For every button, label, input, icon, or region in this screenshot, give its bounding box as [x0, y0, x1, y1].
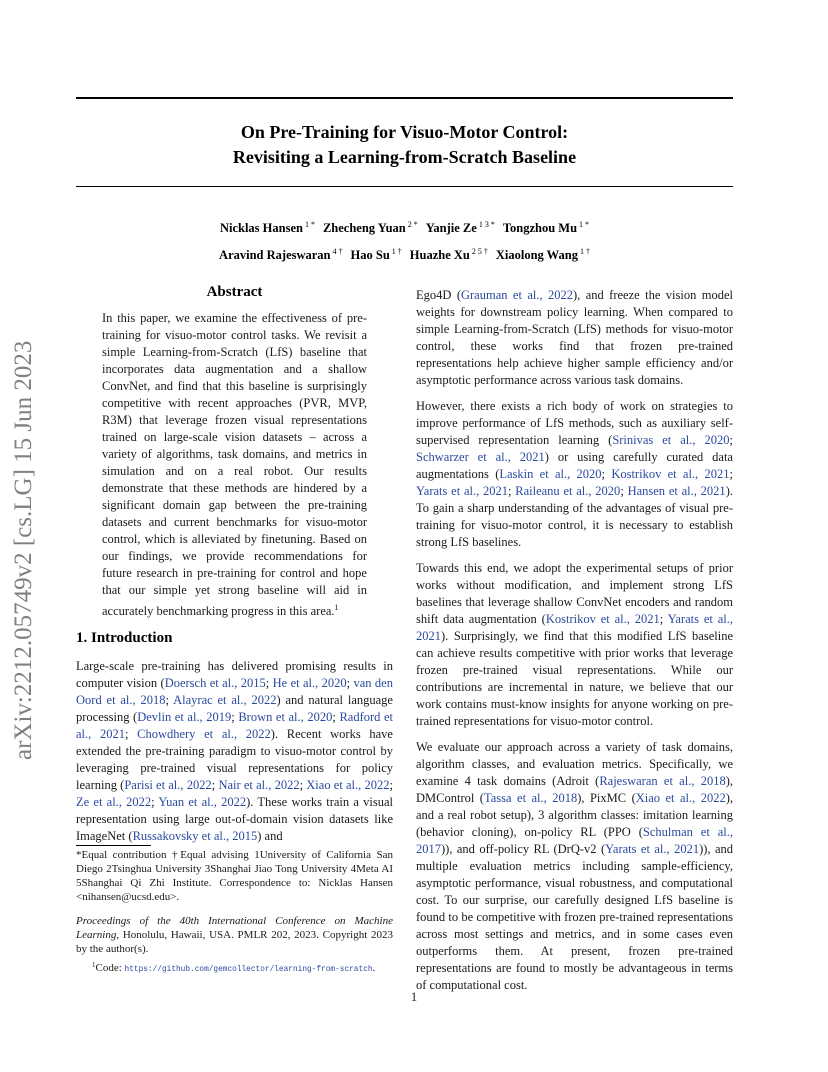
author-name: [410, 248, 488, 262]
author-affiliation-marks: 1 *: [304, 220, 315, 229]
code-footnote-mark: 1: [92, 961, 96, 969]
citation-link[interactable]: Nair et al., 2022: [218, 778, 300, 792]
author-name: [323, 221, 418, 235]
author-name: [220, 221, 315, 235]
author-name-text: Zhecheng Yuan: [322, 221, 406, 235]
citation-link[interactable]: Kostrikov et al., 2021: [545, 612, 660, 626]
author-affiliation-marks: 1 3 *: [478, 220, 495, 229]
paragraph-text: ;: [124, 727, 138, 741]
paragraph-text: ) and: [257, 829, 283, 843]
intro-column-left: [76, 658, 393, 854]
paragraph-text: ) or using carefully curated data augmentations (: [416, 450, 733, 481]
paragraph-text: ;: [231, 710, 239, 724]
paragraph-text: ;: [601, 467, 612, 481]
paragraph-text: ) and natural language processing (: [76, 693, 393, 724]
paragraph-text: ;: [620, 484, 628, 498]
citation-link[interactable]: Xiao et al., 2022: [635, 791, 726, 805]
paragraph-text: ;: [265, 676, 273, 690]
citation-link[interactable]: Rajeswaran et al., 2018: [599, 774, 726, 788]
code-end: .: [372, 962, 376, 974]
citation-link[interactable]: Alayrac et al., 2022: [173, 693, 277, 707]
author-name-text: Tongzhou Mu: [502, 221, 578, 235]
citation-link[interactable]: Schwarzer et al., 2021: [416, 450, 545, 464]
author-row-1: [76, 213, 733, 240]
paragraph-text: ;: [659, 612, 668, 626]
citation-link[interactable]: Yarats et al., 2021: [416, 484, 508, 498]
arxiv-stamp: arXiv:2212.05749v2 [cs.LG] 15 Jun 2023: [10, 340, 37, 760]
citation-link[interactable]: Laskin et al., 2020: [499, 467, 602, 481]
citation-link[interactable]: Xiao et al., 2022: [306, 778, 390, 792]
paragraph-text: ;: [389, 778, 393, 792]
paragraph-text: ). Surprisingly, we find that this modified LfS baseline can achieve results competitive with prior works that leverage frozen pre-trained visual representations. While our contributions are incremental in nature, we believe that our work contains must-know insights for anyone working on pre-trained representations for visuo-motor control.: [416, 629, 733, 728]
paragraph-text: ;: [332, 710, 340, 724]
author-name: [503, 221, 589, 235]
citation-link[interactable]: Doersch et al., 2015: [164, 676, 266, 690]
author-name: [219, 248, 342, 262]
title-line-2: Revisiting a Learning-from-Scratch Baseline: [232, 147, 577, 167]
paragraph-text: ;: [211, 778, 219, 792]
citation-link[interactable]: Grauman et al., 2022: [460, 288, 574, 302]
citation-link[interactable]: Yuan et al., 2022: [158, 795, 247, 809]
abstract-text: In this paper, we examine the effectiveness of pre-training for visuo-motor control tasks. We revisit a simple Learning-from-Scratch (LfS) baseline that incorporates data augmentation and a shallow ConvNet, and find that this baseline is surprisingly competitive with recent approaches (PVR, MVP, R3M) that leverage frozen visual representations trained on large-scale vision datasets – across a variety of algorithms, task domains, and metrics in simulation and on a real robot. Our results demonstrate that these methods are hindered by a significant domain gap between the pre-training datasets and current benchmarks for visuo-motor control, which is alleviated by finetuning. Based on our findings, we provide recommendations for future research in pre-training for control and hope that our simple yet strong baseline will aid in accurately benchmarking progress in this area.: [102, 311, 367, 618]
proceedings-italic: Proceedings of the 40th International Conference on Machine Learning: [76, 915, 393, 941]
author-affiliation-marks: 2 5 †: [471, 247, 488, 256]
intro-column-right: [416, 287, 733, 1003]
citation-link[interactable]: Tassa et al., 2018: [483, 791, 578, 805]
author-row-2: [76, 240, 733, 267]
author-name: [496, 248, 590, 262]
author-name-text: Yanjie Ze: [425, 221, 477, 235]
title-top-rule: [76, 97, 733, 99]
citation-link[interactable]: Parisi et al., 2022: [124, 778, 212, 792]
intro-paragraph-right-1: [416, 287, 733, 389]
citation-link[interactable]: van den Oord et al., 2018: [76, 676, 393, 707]
paragraph-text: Ego4D (: [416, 288, 461, 302]
citation-link[interactable]: Yarats et al., 2021: [605, 842, 700, 856]
author-name-text: Aravind Rajeswaran: [219, 248, 331, 262]
citation-link[interactable]: Schulman et al., 2017: [416, 825, 733, 856]
paragraph-text: ;: [299, 778, 307, 792]
author-affiliation-marks: 1 †: [391, 247, 402, 256]
intro-paragraph-1: [76, 658, 393, 845]
citation-link[interactable]: Ze et al., 2022: [76, 795, 152, 809]
citation-link[interactable]: He et al., 2020: [272, 676, 347, 690]
paragraph-text: ). These works train a visual representation using large out-of-domain vision datasets like ImageNet (: [76, 795, 394, 843]
abstract-body: [102, 310, 367, 620]
author-affiliation-marks: 1 *: [579, 220, 590, 229]
abstract-heading: Abstract: [206, 284, 263, 300]
paragraph-text: ), DMControl (: [416, 774, 733, 805]
paragraph-text: ), and a real robot setup), 3 algorithm classes: imitation learning (behavior cloning), on-policy RL (PPO (: [416, 791, 734, 839]
page-number: 1: [410, 990, 418, 1004]
paragraph-text: Towards this end, we adopt the experimental setups of prior works without modification, and implement strong LfS baselines that leverage shallow ConvNet encoders and random shift data augmentation (: [416, 561, 733, 626]
paragraph-text: ;: [346, 676, 354, 690]
author-affiliation-marks: 2 *: [407, 220, 418, 229]
proceedings-rest: , Honolulu, Hawaii, USA. PMLR 202, 2023. Copyright 2023 by the author(s).: [76, 929, 393, 955]
author-name-text: Huazhe Xu: [409, 248, 470, 262]
citation-link[interactable]: Srinivas et al., 2020: [612, 433, 730, 447]
paragraph-text: )), and off-policy RL (DrQ-v2 (: [441, 842, 606, 856]
citation-link[interactable]: Devlin et al., 2019: [137, 710, 232, 724]
intro-paragraph-right-4: [416, 739, 733, 994]
intro-paragraph-right-2: [416, 398, 733, 551]
citation-link[interactable]: Hansen et al., 2021: [627, 484, 726, 498]
paragraph-text: We evaluate our approach across a variety of task domains, algorithm classes, and evaluation metrics. Specifically, we examine 4 task domains (Adroit (: [416, 740, 733, 788]
section-heading-introduction: 1. Introduction: [76, 630, 173, 646]
affiliation-text: *Equal contribution †Equal advising 1University of California San Diego 2Tsinghua University 3Shanghai Jiao Tong University 4Meta AI 5Shanghai Qi Zhi Institute. Correspondence to: Nicklas Hansen <nihansen@ucsd.edu>.: [76, 849, 393, 903]
title-line-1: On Pre-Training for Visuo-Motor Control:: [240, 122, 569, 142]
citation-link[interactable]: Brown et al., 2020: [238, 710, 333, 724]
paragraph-text: Large-scale pre-training has delivered promising results in computer vision (: [76, 659, 393, 690]
citation-link[interactable]: Radford et al., 2021: [76, 710, 393, 741]
citation-link[interactable]: Russakovsky et al., 2015: [132, 829, 258, 843]
citation-link[interactable]: Chowdhery et al., 2022: [137, 727, 271, 741]
author-affiliation-marks: 4 †: [332, 247, 343, 256]
author-name: [426, 221, 495, 235]
author-name: [351, 248, 402, 262]
abstract-footnote-mark: 1: [334, 603, 339, 612]
paragraph-text: )), and multiple evaluation metrics including sample-efficiency, asymptotic performance, visual robustness, and computational cost. To our surprise, our carefully designed LfS baseline is found to be competitive with frozen pre-trained representations across most settings and metrics, and in some cases even outperforms them. At present, frozen pre-trained representations are found to mostly be advantageous in terms of computational cost.: [416, 842, 734, 992]
author-affiliation-marks: 1 †: [579, 247, 590, 256]
citation-link[interactable]: Kostrikov et al., 2021: [611, 467, 730, 481]
paragraph-text: ), PixMC (: [577, 791, 636, 805]
intro-paragraph-right-3: [416, 560, 733, 730]
paper-title: [76, 120, 733, 170]
paragraph-text: ;: [151, 795, 159, 809]
title-bottom-rule: [76, 186, 733, 187]
paragraph-text: However, there exists a rich body of work on strategies to improve performance of LfS methods, such as auxiliary self-supervised representation learning (: [416, 399, 733, 447]
paragraph-text: ). Recent works have extended the pre-training paradigm to visuo-motor control by leveraging pre-trained visual representations for policy learning (: [76, 727, 393, 792]
citation-link[interactable]: Yarats et al., 2021: [416, 612, 733, 643]
paragraph-text: ;: [508, 484, 516, 498]
author-name-text: Xiaolong Wang: [495, 248, 578, 262]
affiliation-footnote: [76, 848, 393, 904]
author-name-text: Nicklas Hansen: [219, 221, 303, 235]
paragraph-text: ), and freeze the vision model weights for downstream policy learning. When compared to simple Learning-from-Scratch (LfS) methods for visuo-motor control, these works find that frozen pre-trained representations help achieve higher sample efficiency and/or asymptotic performance across various task domains.: [416, 288, 733, 387]
code-label: Code:: [95, 962, 125, 974]
author-list: [76, 213, 733, 267]
footnote-rule: [76, 845, 151, 846]
paragraph-text: ;: [729, 433, 733, 447]
code-footnote: [76, 958, 393, 977]
code-url-link[interactable]: https://github.com/gemcollector/learning-from-scratch: [124, 966, 373, 974]
paragraph-text: ;: [165, 693, 174, 707]
author-name-text: Hao Su: [350, 248, 390, 262]
citation-link[interactable]: Raileanu et al., 2020: [515, 484, 621, 498]
paragraph-text: ). To gain a sharp understanding of the advantages of visual pre-training for visuo-motor control, it is necessary to establish strong LfS baselines.: [416, 484, 733, 549]
proceedings-note: [76, 914, 393, 956]
paragraph-text: ;: [729, 467, 733, 481]
